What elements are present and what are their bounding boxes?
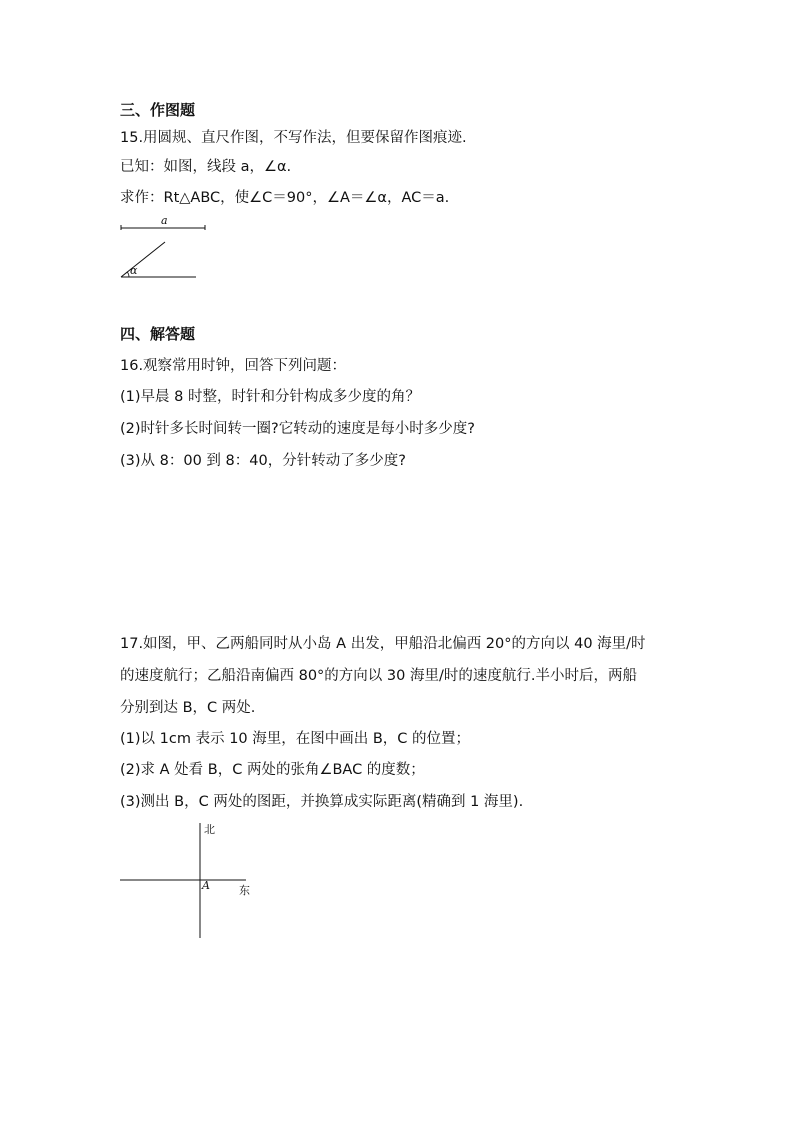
section-4-heading: 四、解答题	[120, 325, 196, 343]
q15-line-2: 已知：如图，线段 a，∠α.	[120, 159, 292, 175]
q17-line-2: 的速度航行；乙船沿南偏西 80°的方向以 30 海里/时的速度航行.半小时后，两船	[120, 668, 637, 684]
q17-line-1: 17.如图，甲、乙两船同时从小岛 A 出发，甲船沿北偏西 20°的方向以 40 海里/时	[120, 636, 646, 652]
q17-line-4: (1)以 1cm 表示 10 海里，在图中画出 B，C 的位置；	[120, 731, 471, 747]
q15-figure	[118, 215, 218, 280]
north-label: 北	[204, 823, 215, 836]
q17-line-5: (2)求 A 处看 B，C 两处的张角∠BAC 的度数；	[120, 762, 425, 778]
angle-slant-ray	[121, 242, 165, 277]
section-3-heading: 三、作图题	[120, 101, 196, 119]
q17-line-6: (3)测出 B，C 两处的图距，并换算成实际距离(精确到 1 海里).	[120, 794, 524, 810]
q17-compass-figure	[118, 820, 258, 940]
angle-arc	[127, 272, 129, 277]
q16-line-1: 16.观察常用时钟，回答下列问题：	[120, 358, 347, 374]
q15-line-1: 15.用圆规、直尺作图，不写作法，但要保留作图痕迹.	[120, 130, 467, 146]
east-label: 东	[239, 884, 250, 897]
origin-a-label: A	[202, 879, 210, 892]
q16-line-3: (2)时针多长时间转一圈?它转动的速度是每小时多少度?	[120, 421, 475, 437]
q17-line-3: 分别到达 B，C 两处.	[120, 700, 256, 716]
angle-alpha-label: α	[130, 264, 138, 277]
q16-line-2: (1)早晨 8 时整，时针和分针构成多少度的角？	[120, 389, 420, 405]
q15-line-3: 求作：Rt△ABC，使∠C＝90°，∠A＝∠α，AC＝a.	[120, 190, 450, 206]
q16-line-4: (3)从 8：00 到 8：40，分针转动了多少度?	[120, 453, 406, 469]
segment-a-label: a	[161, 214, 168, 227]
